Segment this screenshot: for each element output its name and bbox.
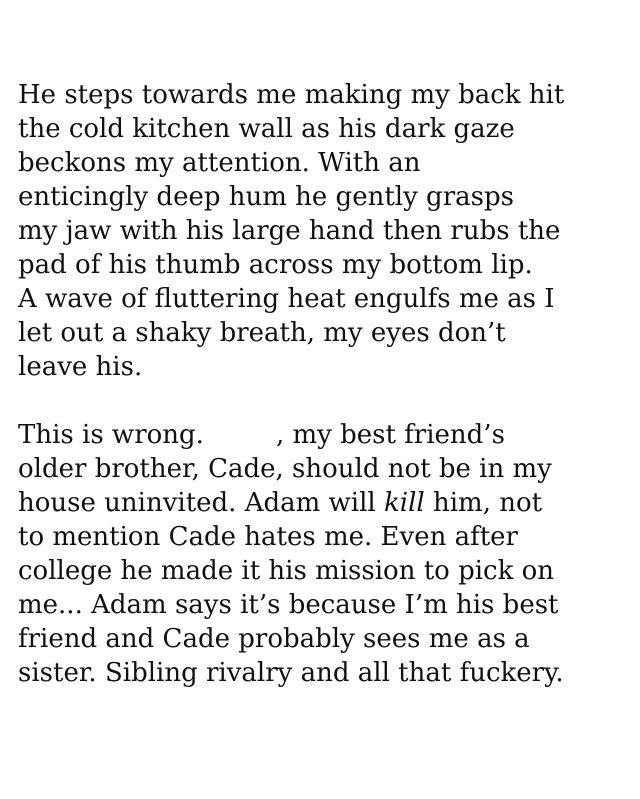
story-paragraph-1: He steps towards me making my back hit the cold kitchen wall as his dark gaze beckons my attention. With an enticingly deep hum he gently grasps my jaw with his large hand then rubs the pad of his thumb across my bottom lip. A wave of fluttering heat engulfs me as I let out a shaky breath, my eyes don’t leave his. [18, 80, 565, 382]
redacted-gap [204, 442, 276, 443]
story-paragraph-2 [18, 418, 628, 690]
paragraph-2-middle: , my best friend’s older brother, Cade, should not be in my house uninvited. Adam will [18, 420, 552, 518]
paragraph-2-opening: This is wrong. [18, 420, 204, 450]
story-text-page [18, 78, 628, 690]
paragraph-2-ending: him, not to mention Cade hates me. Even after college he made it his mission to pick on me... Adam says it’s because I’m his best friend and Cade probably sees me as a sister. Sibling rivalry and all that fuckery. [18, 488, 564, 688]
emphasized-word: kill [384, 488, 425, 518]
